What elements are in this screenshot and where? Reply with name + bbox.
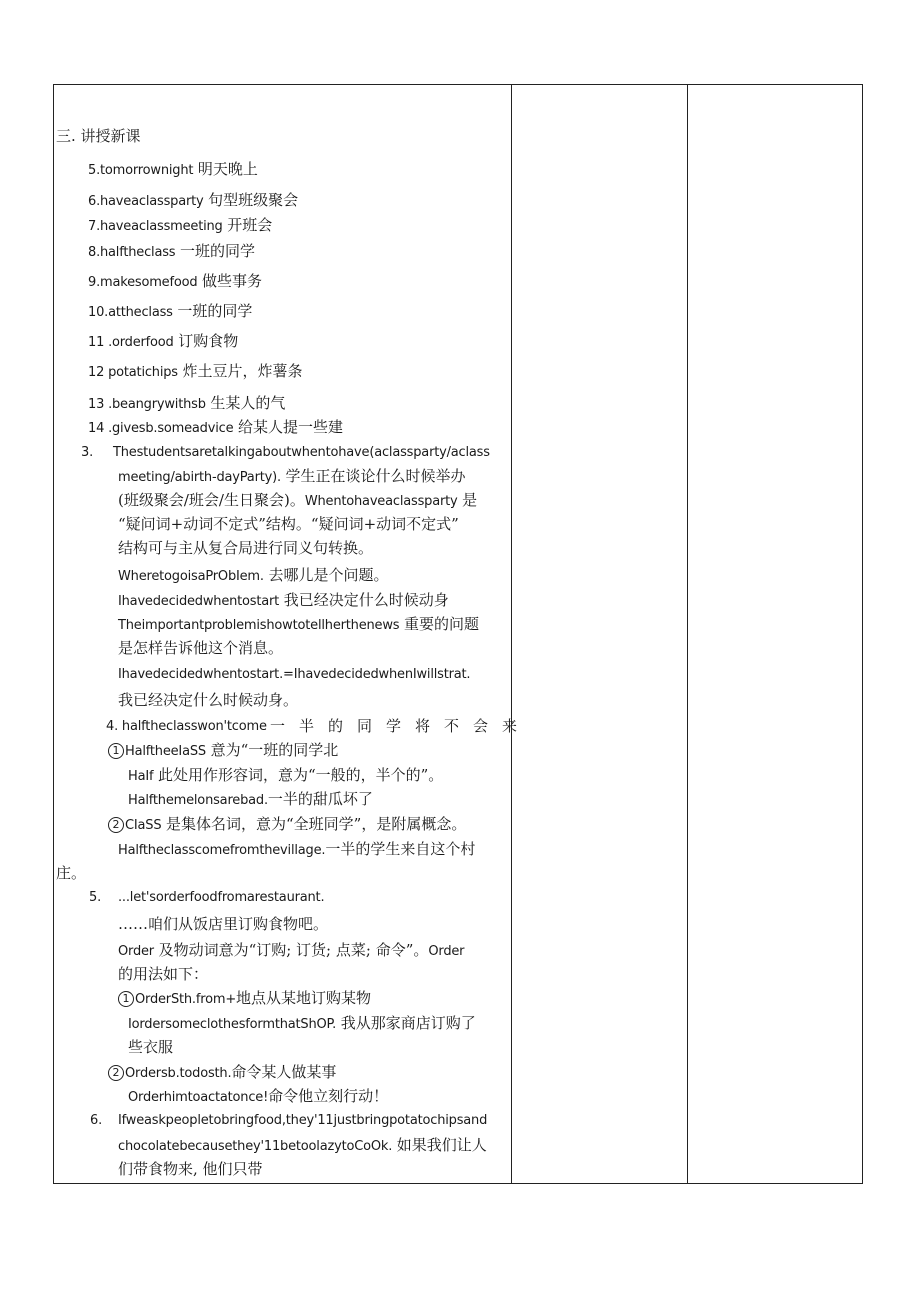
- point-number: 5.: [89, 890, 102, 905]
- vocab-item: 11 .orderfood 订购食物: [88, 332, 239, 350]
- activity-cell: [512, 85, 687, 1183]
- text-line: IordersomeclothesformthatShOP. 我从那家商店订购了: [128, 1014, 476, 1032]
- vocab-item: 10.attheclass 一班的同学: [88, 302, 253, 320]
- text-line: Ihavedecidedwhentostart 我已经决定什么时候动身: [118, 591, 449, 609]
- vocab-item: 8.halftheclass 一班的同学: [88, 242, 255, 260]
- circled-number: 1: [118, 991, 134, 1007]
- vocab-item: 6.haveaclassparty 句型班级聚会: [88, 191, 299, 209]
- point-number: 3.: [81, 445, 94, 460]
- text-line: Order 及物动词意为“订购; 订货; 点菜; 命令”。Order: [118, 941, 465, 959]
- section-heading: 三. 讲授新课: [56, 127, 141, 145]
- vocab-item: 7.haveaclassmeeting 开班会: [88, 216, 273, 234]
- text-line: 2 Ordersb.todosth.命令某人做某事: [108, 1062, 336, 1084]
- text-line: ……咱们从饭店里订购食物吧。: [118, 915, 329, 933]
- text-line: 些衣服: [128, 1038, 174, 1056]
- text-line: Thestudentsaretalkingaboutwhentohave(aclassparty/aclass: [113, 445, 490, 460]
- text-line: meeting/abirth-dayParty). 学生正在谈论什么时候举办: [118, 467, 466, 485]
- text-line: 的用法如下：: [118, 965, 209, 983]
- text-line: chocolatebecausethey'11betoolazytoCoOk. 如果我们让人: [118, 1136, 487, 1154]
- lesson-content-cell: [54, 85, 532, 1183]
- text-line: HaIf 此处用作形容词，意为“一般的，半个的”。: [128, 766, 444, 784]
- text-line: Theimportantproblemishowtotellherthenews 重要的问题: [118, 615, 479, 633]
- circled-number: 1: [108, 743, 124, 759]
- notes-cell: [688, 85, 862, 1183]
- text-line: 是怎样告诉他这个消息。: [118, 639, 284, 657]
- text-line: 1 OrderSth.from+地点从某地订购某物: [118, 988, 371, 1010]
- text-line: 一半的同学将不会来: [270, 717, 532, 735]
- circled-number: 2: [108, 1065, 124, 1081]
- lesson-table: [53, 84, 863, 1184]
- text-line: 4. halftheclasswon'tcome: [106, 719, 267, 734]
- vocab-item: 9.makesomefood 做些事务: [88, 272, 263, 290]
- text-line: 1 HalftheeIaSS 意为“一班的同学北: [108, 740, 338, 762]
- text-line: ...let'sorderfoodfromarestaurant.: [118, 890, 325, 905]
- text-line: Ihavedecidedwhentostart.=IhavedecidedwhenIwillstrat.: [118, 667, 471, 682]
- point-number: 6.: [90, 1113, 103, 1128]
- vocab-item: 12 potatichips 炸土豆片，炸薯条: [88, 362, 303, 380]
- text-line: Ifweaskpeopletobringfood,they'11justbringpotatochipsand: [118, 1113, 488, 1128]
- text-line: (班级聚会/班会/生日聚会)。Whentohaveaclassparty 是: [118, 491, 478, 509]
- text-line: 庄。: [56, 864, 87, 882]
- text-line: 结构可与主从复合局进行同义句转换。: [118, 539, 374, 557]
- text-line: 2 CIaSS 是集体名词，意为“全班同学”，是附属概念。: [108, 814, 466, 836]
- text-line: WheretogoisaPrObIem. 去哪儿是个问题。: [118, 566, 389, 584]
- text-line: Halfthemelonsarebad.一半的甜瓜坏了: [128, 790, 373, 808]
- vocab-item: 14 .givesb.someadvice 给某人提一些建: [88, 418, 344, 436]
- vocab-item: 13 .beangrywithsb 生某人的气: [88, 394, 286, 412]
- text-line: 我已经决定什么时候动身。: [118, 691, 299, 709]
- text-line: “疑问词+动词不定式”结构。“疑问词+动词不定式”: [118, 515, 459, 533]
- text-line: 们带食物来, 他们只带: [118, 1160, 263, 1178]
- vocab-item: 5.tomorrownight 明天晚上: [88, 160, 258, 178]
- text-line: Orderhimtoactatonce!命令他立刻行动！: [128, 1087, 389, 1105]
- circled-number: 2: [108, 817, 124, 833]
- text-line: Halftheclasscomefromthevillage.一半的学生来自这个村: [118, 840, 476, 858]
